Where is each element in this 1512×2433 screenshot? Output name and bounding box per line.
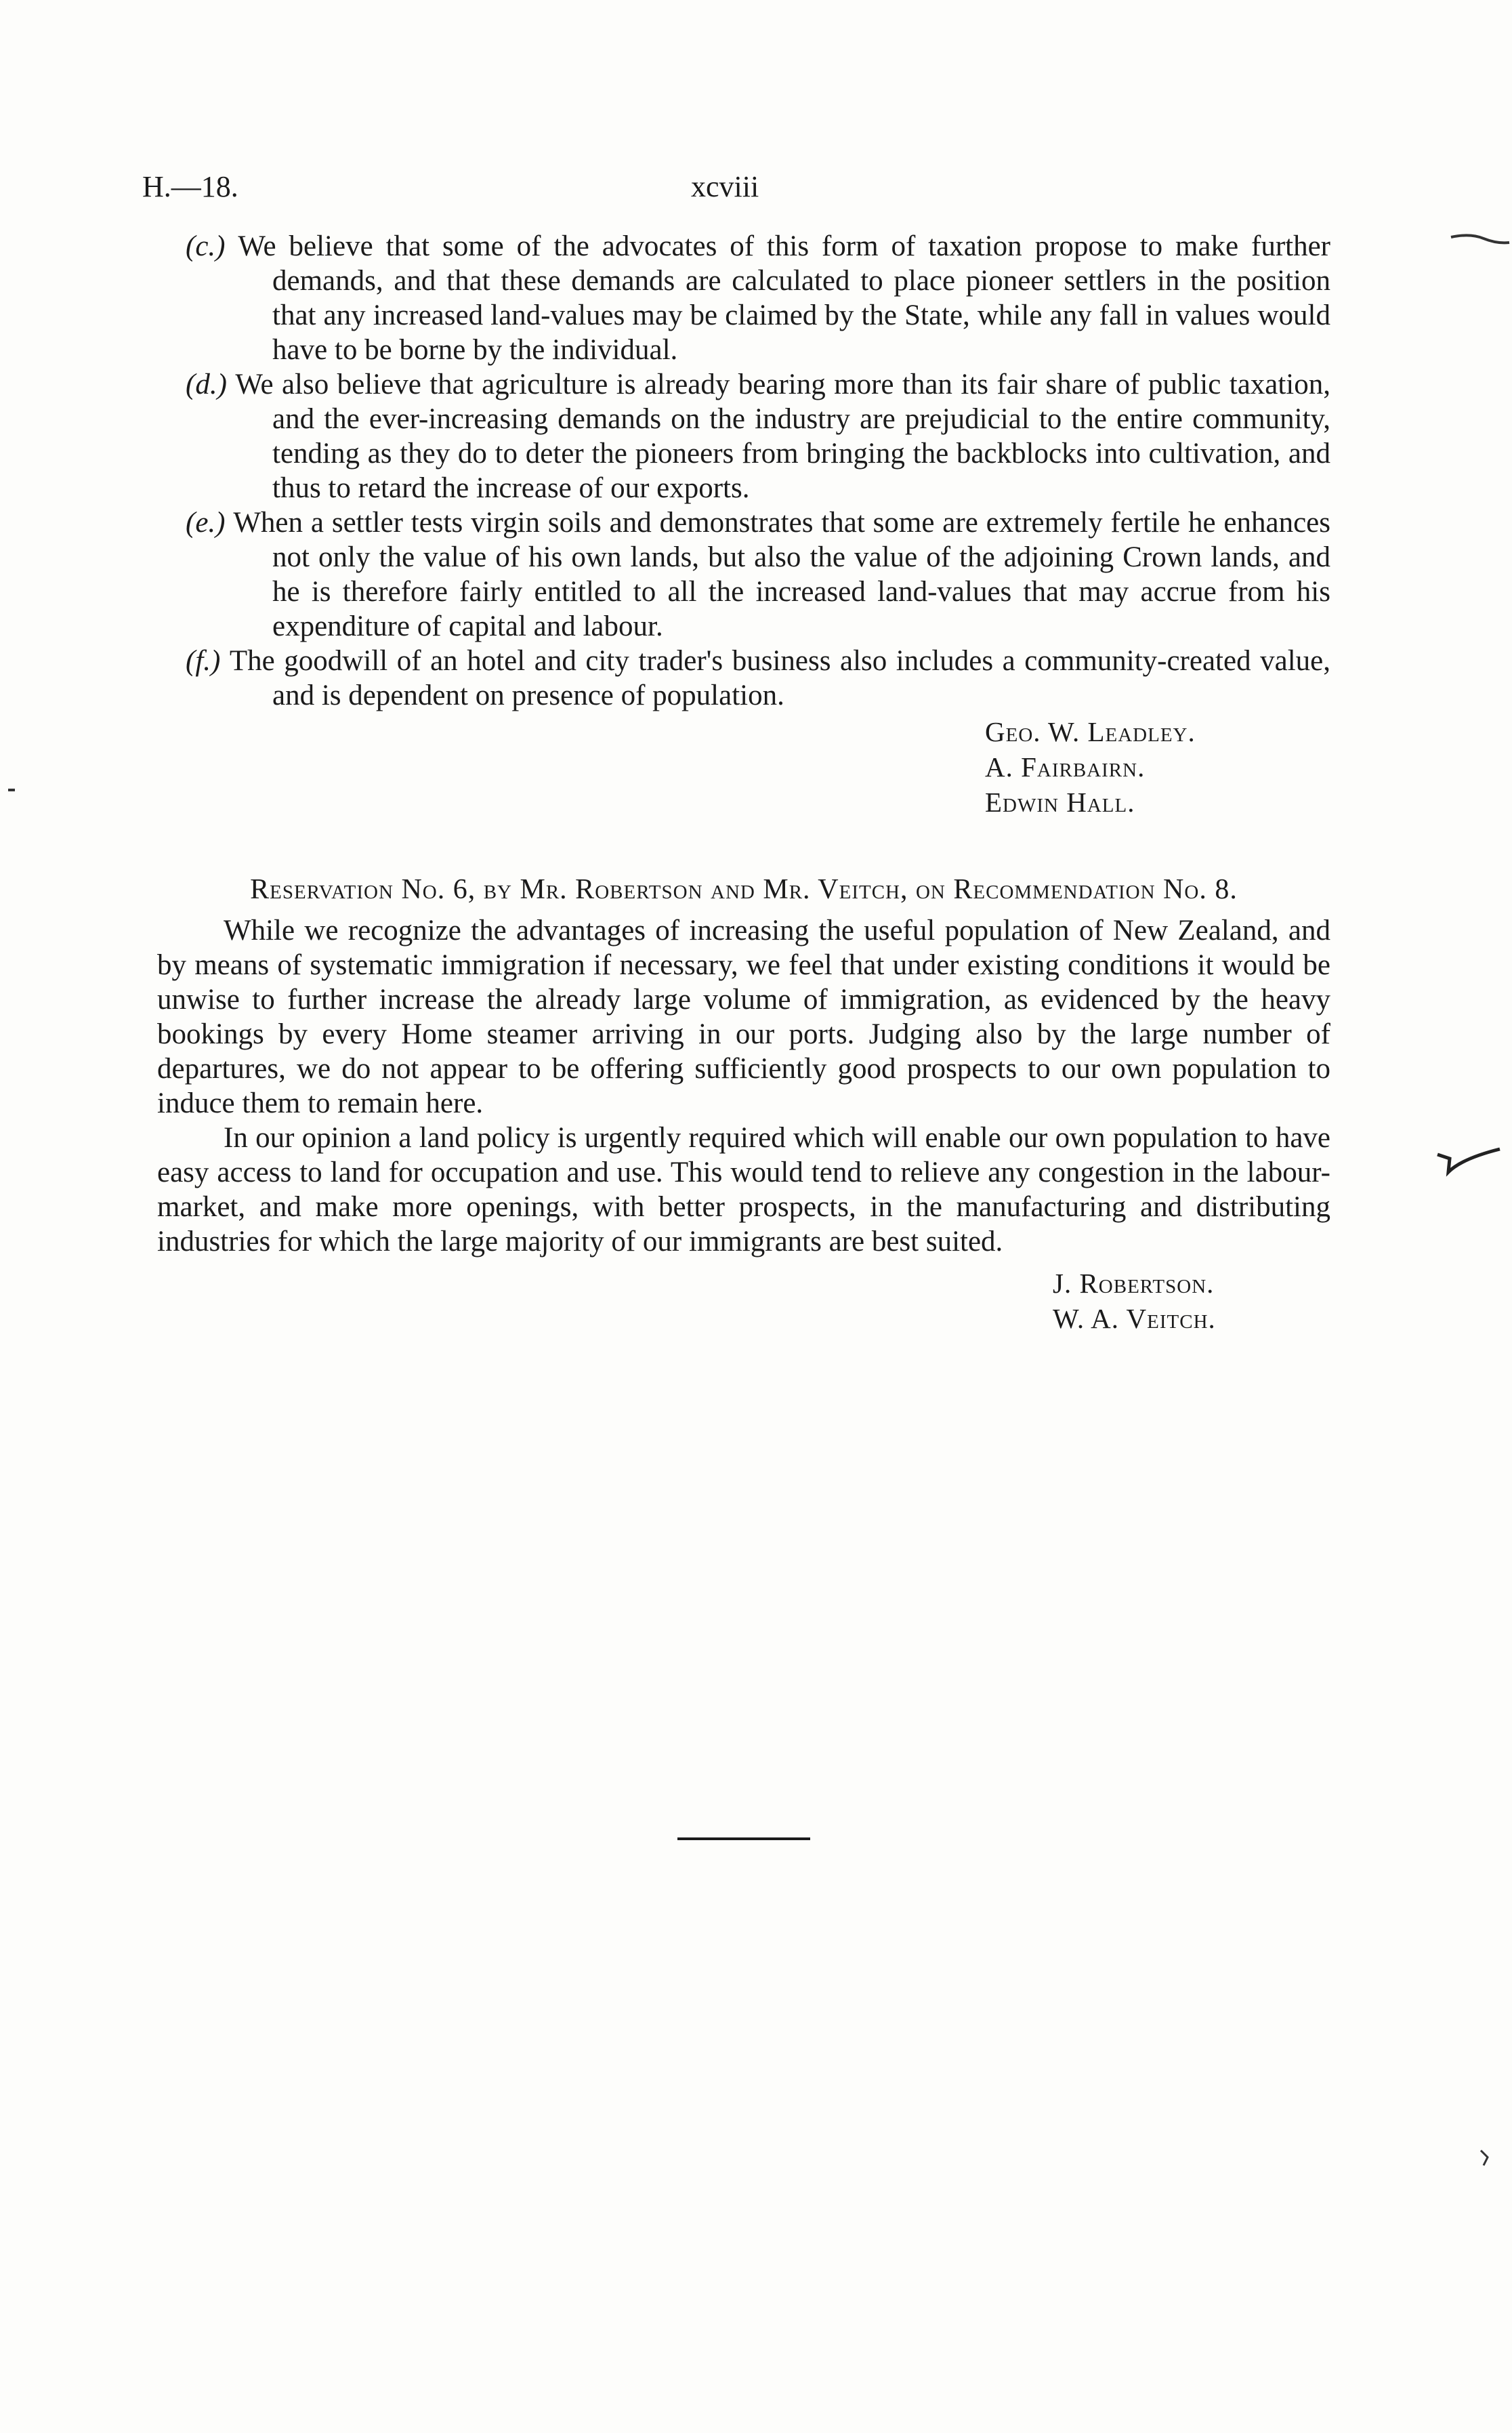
clause-e bbox=[157, 505, 1330, 644]
page-header bbox=[142, 169, 1335, 210]
clause-text: We believe that some of the advocates of this form of taxation propose to make further demands, and that these demands are calculated to place pioneer settlers in the position that any increased land-values may be claimed by the State, while any fall in values would have to be borne by the individual. bbox=[238, 230, 1330, 366]
reservation-paragraph: While we recognize the advantages of increasing the useful population of New Zealand, and by means of systematic immigration if necessary, we feel that under existing conditions it would be unwise to further increase the already large volume of immigration, as evidenced by the heavy bookings by every Home steamer arriving in our ports. Judging also by the large number of departures, we do not appear to be offering sufficiently good prospects to our own population to induce them to remain here. bbox=[157, 915, 1330, 1119]
page-number: xcviii bbox=[691, 170, 759, 203]
scan-mark-icon bbox=[1450, 230, 1511, 251]
reservation-paragraph: In our opinion a land policy is urgently required which will enable our own population to have easy access to land for occupation and use. This would tend to relieve any congestion in the labour-market, and make more openings, with better prospects, in the manufacturing and distributing industries for which the large majority of our immigrants are best suited. bbox=[157, 1122, 1330, 1257]
signature: Edwin Hall. bbox=[985, 787, 1135, 818]
clause-text: The goodwill of an hotel and city trader's business also includes a community-created value, and is dependent on presence of population. bbox=[229, 645, 1330, 711]
clause-label: (e.) bbox=[186, 507, 234, 539]
clause-label: (c.) bbox=[186, 230, 238, 262]
signature-block-2 bbox=[1053, 1266, 1330, 1336]
scan-mark-icon bbox=[1477, 2148, 1493, 2168]
signature: A. Fairbairn. bbox=[985, 751, 1146, 783]
clause-text: We also believe that agriculture is already bearing more than its fair share of public taxation, and the ever-increasing demands on the industry are prejudicial to the entire community, tending as they do to deter the pioneers from bringing the backblocks into cultivation, and thus to retard the increase of our exports. bbox=[235, 369, 1331, 504]
scan-mark-icon bbox=[7, 786, 20, 794]
signature-block-1 bbox=[985, 714, 1330, 820]
clause-text: When a settler tests virgin soils and demonstrates that some are extremely fertile he enhances not only the value of his own lands, but also the value of the adjoining Crown lands, and he is therefore fairly entitled to all the increased land-values that may accrue from his expenditure of capital and labour. bbox=[233, 507, 1330, 642]
signature: W. A. Veitch. bbox=[1053, 1303, 1216, 1334]
signature: Geo. W. Leadley. bbox=[985, 716, 1196, 747]
signature: J. Robertson. bbox=[1053, 1268, 1215, 1299]
reservation-heading: Reservation No. 6, by Mr. Robertson and Mr. Veitch, on Recommendation No. 8. bbox=[250, 874, 1238, 905]
clause-f bbox=[157, 644, 1330, 713]
scan-mark-icon bbox=[1435, 1145, 1503, 1186]
closing-rule bbox=[677, 1837, 810, 1840]
document-code: H.—18. bbox=[142, 170, 238, 203]
clause-label: (f.) bbox=[186, 645, 230, 677]
clause-d bbox=[157, 367, 1330, 505]
page-body bbox=[157, 229, 1330, 1336]
clause-label: (d.) bbox=[186, 369, 236, 400]
clause-c bbox=[157, 229, 1330, 367]
